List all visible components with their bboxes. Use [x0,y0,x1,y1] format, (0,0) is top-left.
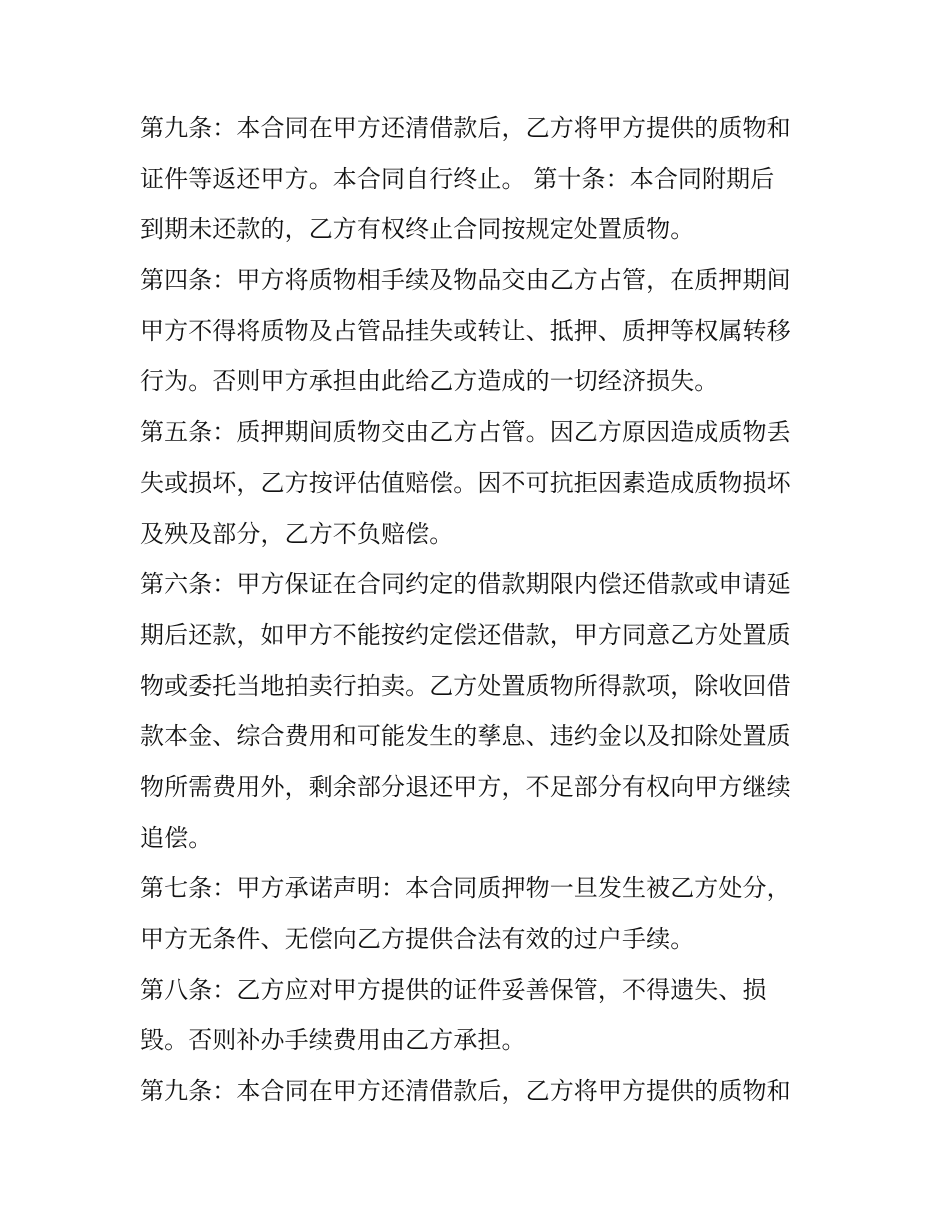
text-line: 第九条：本合同在甲方还清借款后，乙方将甲方提供的质物和 [140,114,791,142]
text-line: 物或委托当地拍卖行拍卖。乙方处置质物所得款项，除收回借 [140,671,791,700]
text-line: 甲方不得将质物及占管品挂失或转让、抵押、质押等权属转移 [140,316,791,345]
text-line: 第六条：甲方保证在合同约定的借款期限内偿还借款或申请延 [140,570,791,599]
text-line: 第八条：乙方应对甲方提供的证件妥善保管，不得遗失、损 [140,975,767,1004]
text-line: 期后还款，如甲方不能按约定偿还借款，甲方同意乙方处置质 [140,620,791,649]
text-line: 第五条：质押期间质物交由乙方占管。因乙方原因造成质物丢 [140,418,791,447]
text-line: 第四条：甲方将质物相手续及物品交由乙方占管，在质押期间 [140,266,791,295]
text-line: 毁。否则补办手续费用由乙方承担。 [140,1026,526,1055]
text-line: 第七条：甲方承诺声明：本合同质押物一旦发生被乙方处分， [140,874,791,903]
text-line: 第九条：本合同在甲方还清借款后，乙方将甲方提供的质物和 [140,1077,791,1106]
text-line: 行为。否则甲方承担由此给乙方造成的一切经济损失。 [140,367,719,396]
text-line: 失或损坏，乙方按评估值赔偿。因不可抗拒因素造成质物损坏 [140,468,791,497]
text-line: 物所需费用外，剩余部分退还甲方，不足部分有权向甲方继续 [140,772,791,801]
text-line: 款本金、综合费用和可能发生的孳息、违约金以及扣除处置质 [140,722,791,751]
text-line: 证件等返还甲方。本合同自行终止。 第十条：本合同附期后 [140,164,775,193]
text-line: 追偿。 [140,823,213,852]
text-line: 及殃及部分，乙方不负赔偿。 [140,519,454,548]
text-line: 甲方无条件、无偿向乙方提供合法有效的过户手续。 [140,925,695,953]
text-line: 到期未还款的，乙方有权终止合同按规定处置质物。 [140,215,695,244]
contract-text-body [140,103,830,1117]
